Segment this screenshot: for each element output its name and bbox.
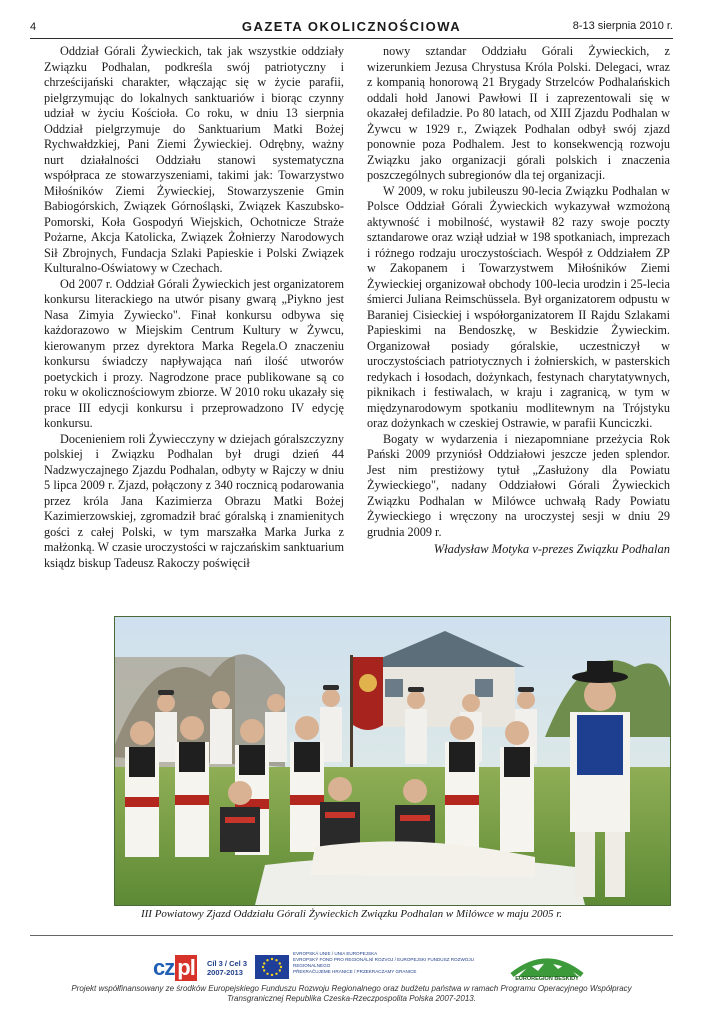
logo-cz-text: cz [153,955,175,980]
author-signature: Władysław Motyka v-prezes Związku Podhalan [433,542,670,556]
eu-text-line3: PŘEKRAČUJEME HRANICE / PRZEKRACZAMY GRANICE [293,969,417,974]
issue-date: 8-13 sierpnia 2010 r. [572,20,673,32]
eu-funding-logo-text [293,951,508,975]
group-photo-illustration [115,617,670,905]
eu-text-line1: EVROPSKÁ UNIE / UNIA EUROPEJSKA [293,951,378,956]
article-column-right [367,44,670,558]
program-label-line1: Cíl 3 / Cel 3 [207,959,248,968]
article-paragraph: Oddział Górali Żywieckich, tak jak wszystkie oddziały Związku Podhalan, podkreśla swój patriotyczny i chrześcijański charakter, włączając się w życie parafii, pielgrzymując do lokalnych sanktuariów i biorąc czynny udział w życiu Kościoła. Co roku, w dniu 13 sierpnia Oddział pielgrzymuje do Sanktuarium Matki Bożej Rychwałdzkiej, Pani Ziemi Żywieckiej. Odrębny, ważny nurt działalności Oddziału stanowi systematyczna współpraca ze stowarzyszeniami, takimi jak: Towarzystwo Miłośników Ziemi Żywieckiej, Stowarzyszenie Gmin Babiogórskich, Związek Górnośląski, Związek Kaszubsko-Pomorski, Koła Gospodyń Wiejskich, Ochotnicze Straże Pożarne, Akcja Katolicka, Związek Żołnierzy Narodowych Sił Zbrojnych, Fundacja Szlaki Papieskie i Polski Związek Kulturalno-Oświatowy w Czechach. [44,44,344,275]
footer-divider [30,935,673,936]
article-paragraph: nowy sztandar Oddziału Górali Żywieckich, z wizerunkiem Jezusa Chrystusa Króla Polski. Delegaci, wraz z kompanią honorową 21 Brygady Strzelców Podhalańskich oddali hołd Janowi Pawłowi II i zaprezentowali się w okazałej defiladzie. Po 80 latach, od XIII Zjazdu Podhalan w Żywcu w 1929 r., Związek Podhalan odbył swój zjazd ponownie poza Podhalem. Jest to konsekwencją rozwoju Związku jako organizacji górali polskich i znaczenia poszczególnych subregionów dla tej organizacji. [367,44,670,182]
program-label [207,959,247,977]
eu-flag-icon [255,955,289,979]
article-paragraph: Bogaty w wydarzenia i niezapomniane przeżycia Rok Pański 2009 przyniósł Oddziałowi jeszcze jeden splendor. Jest nim prestiżowy tytuł „Zasłużony dla Powiatu Żywieckiego", nadany Oddziałowi Górali Żywieckich Związku Podhalan w Milówce uchwałą Rady Powiatu Żywieckiego i wręczony na uroczystej sesji w dniu 29 grudnia 2009 r. [367,431,670,539]
cz-pl-logo [153,955,197,981]
article-paragraph: Od 2007 r. Oddział Górali Żywieckich jest organizatorem konkursu literackiego na utwór pisany gwarą „Piykno jest Nasa Zimyia Zywiecko". Finał konkursu odbywa się każdorazowo w Miejskim Centrum Kultury w Żywcu, kierowanym przez dyrektora Marka Regela.O znaczeniu konkursu świadczy napływająca nań ilość utworów poetyckich i prozy. Nagrodzone prace publikowane są co roku w okolicznościowym zbiorze. W 2010 roku ukazały się prace III edycji konkursu i przeprowadzono IV edycję konkursu. [44,276,344,430]
program-label-line2: 2007-2013 [207,968,243,977]
page-number: 4 [30,21,37,33]
newspaper-title: GAZETA OKOLICZNOŚCIOWA [241,19,462,34]
logo-pl-text: pl [177,955,195,980]
group-photo [114,616,671,906]
page-header [30,16,673,39]
article-paragraph: Docenieniem roli Żywiecczyny w dziejach góralszczyzny polskiej i Związku Podhalan był drugi dzień 44 Nadzwyczajnego Zjazdu Podhalan, odbyty w Rajczy w dniu 5 lipca 2009 r. Zjazd, połączony z 340 rocznicą podarowania przez króla Jana Kazimierza Obrazu Matki Bożej Kazimierzowskiej, zgromadził brać góralską i znamienitych gości z całej Polski, w tym marszałka Marka Jurka z małżonką. W czasie uroczystości w rajczańskim sanktuarium ksiądz biskup Tadeusz Rakoczy poświęcił [44,431,344,570]
euroregion-beskidy-logo [508,951,586,981]
euroregion-label: EUROREGION BESKIDY [515,976,579,981]
funding-note: Projekt współfinansowany ze środków Europejskiego Funduszu Rozwoju Regionalnego oraz budżetu państwa w ramach Programu Operacyjnego Współpracy Transgranicznej Republika Czeska-Rzeczpospolita Polska 2007-2013. [71,984,632,1003]
article-paragraph: W 2009, w roku jubileuszu 90-lecia Związku Podhalan w Polsce Oddział Górali Żywieckich wykazywał wzmożoną aktywność i mobilność, wystawił 82 razy swoje poczty sztandarowe oraz wziął udział w 198 spotkaniach, imprezach i różnego rodzaju uroczystościach. Wespół z Oddziałem ZP w Zakopanem i Towarzystwem Miłośników Ziemi Żywieckiej organizował obchody 100-lecia urodzin i 25-lecia śmierci Juliana Reimschüssela. Był organizatorem odpustu w Baranieј Cisieckiej i współorganizatorem II Rajdu Szlakami Papieskimi na Bendoszkę, w Beskidzie Żywieckim. Organizował posiady góralskie, uczestniczył w uroczystościach patriotycznych i żołnierskich, w pasterskich redykach i łosodach, dożynkach, festynach charytatywnych, piknikach i festiwalach, w kraju i zagranicą, w tym w międzynarodowym spotkaniu modlitewnym na Trójstyku oraz dożynkach w czeskiej Ostrawie, w parafii Kunciczki. [367,183,670,430]
article-column-left [44,44,344,571]
eu-text-line2: EVROPSKÝ FOND PRO REGIONÁLNÍ ROZVOJ / EUROPEJSKI FUNDUSZ ROZWOJU REGIONALNEGO [293,957,474,968]
photo-caption: III Powiatowy Zjazd Oddziału Górali Żywieckich Związku Podhalan w Milówce w maju 2005 r. [140,908,563,920]
